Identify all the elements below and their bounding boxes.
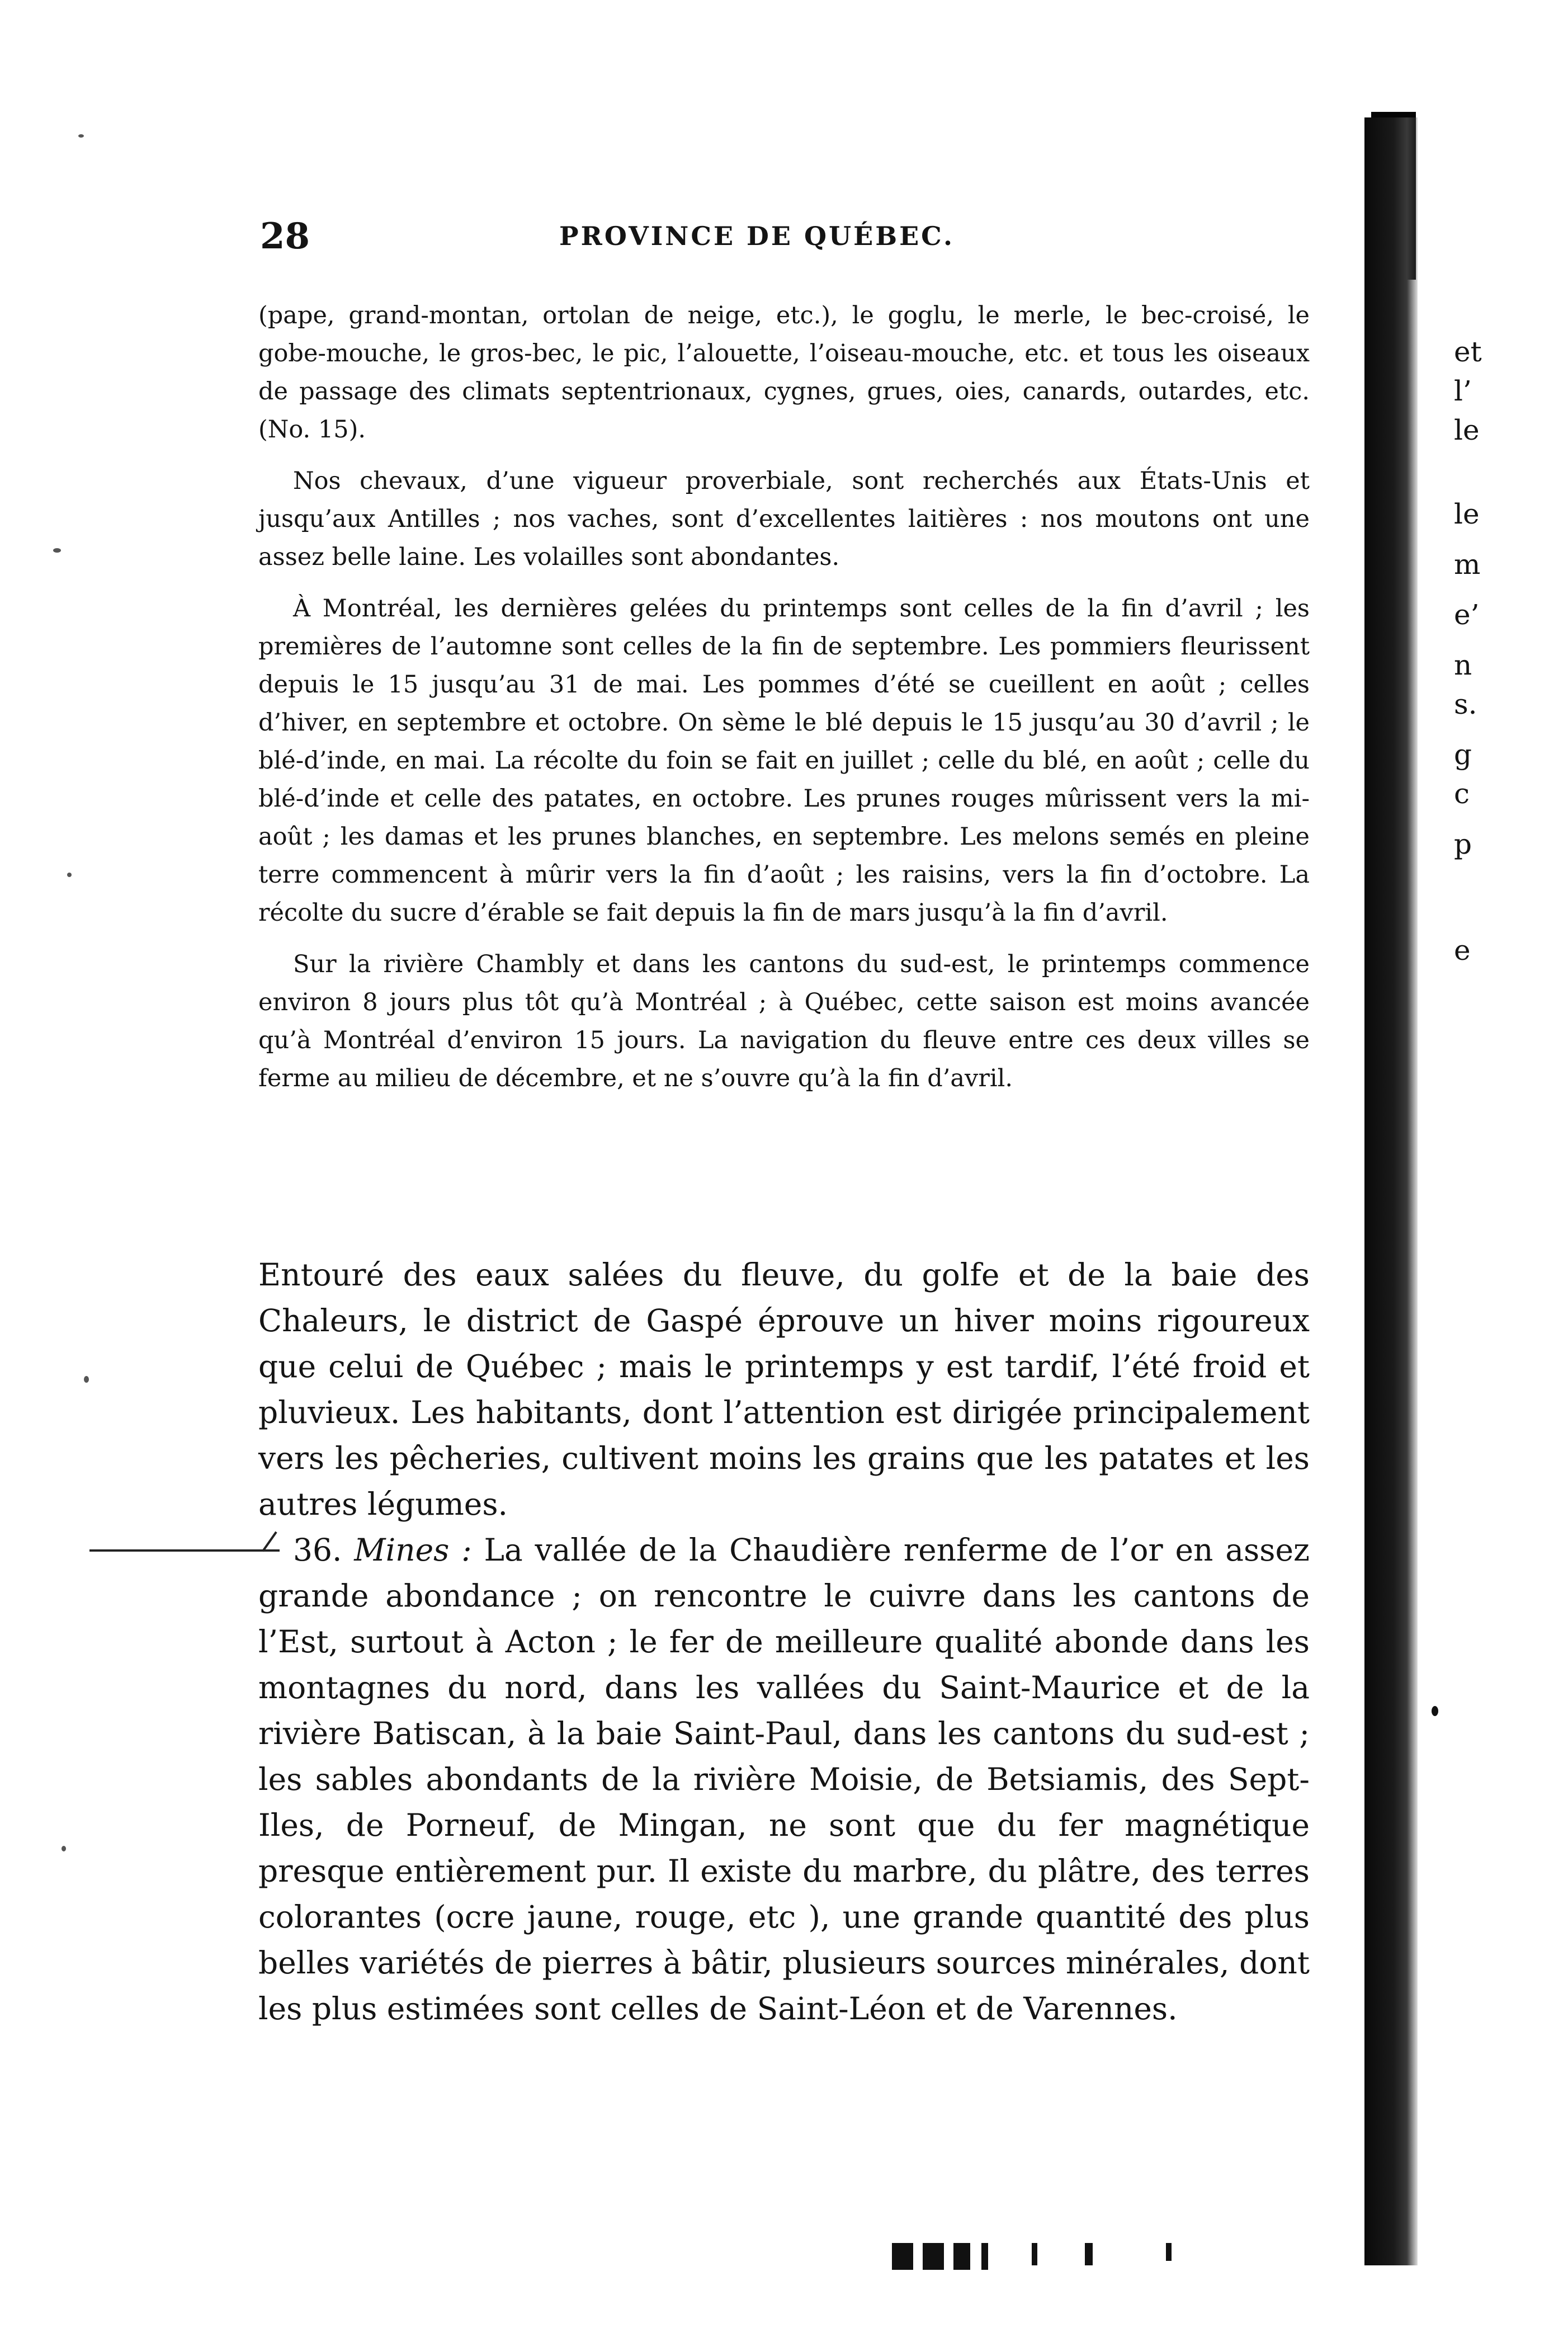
registration-mark — [953, 2243, 970, 2270]
registration-mark — [981, 2243, 988, 2270]
paragraph-montreal-seasons: À Montréal, les dernières gelées du printemps sont celles de la fin d’avril ; les premières de l’automne sont celles de la fin de septembre. Les pommiers fleurissent depuis le 15 jusqu’au 31 de mai. Les pommes d’été se cueillent en août ; celles d’hiver, en septembre et octobre. On sème le blé depuis le 15 jusqu’au 30 d’avril ; le blé-d’inde, en mai. La récolte du foin se fait en juillet ; celle du blé, en août ; celle du blé-d’inde et celle des patates, en octobre. Les prunes rouges mûrissent vers la mi-août ; les damas et les prunes blanches, en septembre. Les melons semés en pleine terre commencent à mûrir vers la fin d’août ; les raisins, vers la fin d’octobre. La récolte du sucre d’érable se fait depuis la fin de mars jusqu’à la fin d’avril. — [258, 595, 1310, 927]
paper-speck — [1432, 1706, 1438, 1716]
mines-text: La vallée de la Chaudière renferme de l’or en assez grande abondance ; on rencontre le cuivre dans les cantons de l’Est, surtout à Acton ; le fer de meilleure qualité abonde dans les montagnes du nord, dans les vallées du Saint-Maurice et de la rivière Batiscan, à la baie Saint-Paul, dans les cantons du sud-est ; les sables abondants de la rivière Moisie, de Betsiamis, des Sept-Iles, de Porneuf, de Mingan, ne sont que du fer magnétique presque entièrement pur. Il existe du marbre, du plâtre, des terres colorantes (ocre jaune, rouge, etc ), une grande quantité des plus belles variétés de pierres à bâtir, plusieurs sources minérales, dont les plus estimées sont celles de Saint-Léon et de Varennes. — [258, 1532, 1310, 2027]
paper-speck — [62, 1846, 66, 1851]
paper-speck — [53, 548, 61, 553]
facing-fragment: le — [1454, 498, 1480, 530]
large-type-section — [258, 1252, 1310, 2032]
section-number: 36. — [293, 1532, 342, 1568]
facing-fragment: e — [1454, 934, 1471, 967]
facing-fragment: e’ — [1454, 599, 1480, 631]
facing-fragment: m — [1454, 548, 1481, 581]
facing-fragment: s. — [1454, 688, 1477, 720]
running-title: PROVINCE DE QUÉBEC. — [559, 221, 955, 251]
facing-fragment: le — [1454, 414, 1480, 446]
printer-registration-marks — [892, 2243, 1205, 2271]
small-type-section — [258, 296, 1310, 1111]
section-heading-mines: Mines : — [354, 1532, 472, 1568]
facing-fragment: p — [1454, 828, 1472, 860]
paper-speck — [78, 134, 84, 138]
facing-fragment: g — [1454, 738, 1472, 771]
registration-mark — [892, 2243, 913, 2270]
registration-mark — [1166, 2243, 1172, 2261]
facing-fragment: n — [1454, 649, 1472, 681]
pencil-pointer-mark — [89, 1549, 280, 1552]
page-number: 28 — [260, 215, 310, 257]
paragraph-livestock: Nos chevaux, d’une vigueur proverbiale, sont recherchés aux États-Unis et jusqu’aux Antilles ; nos vaches, sont d’excellentes laitières : nos moutons ont une assez belle laine. Les volailles sont abondantes. — [258, 467, 1310, 571]
paragraph-gaspe: Entouré des eaux salées du fleuve, du golfe et de la baie des Chaleurs, le district de Gaspé éprouve un hiver moins rigoureux que celui de Québec ; mais le printemps y est tardif, l’été froid et pluvieux. Les habitants, dont l’attention est dirigée principalement vers les pêcheries, cultivent moins les grains que les patates et les autres légumes. — [258, 1257, 1310, 1522]
paragraph-birds: (pape, grand-montan, ortolan de neige, etc.), le goglu, le merle, le bec-croisé, le gobe-mouche, le gros-bec, le pic, l’alouette, l’oiseau-mouche, etc. et tous les oiseaux de passage des climats septentrionaux, cygnes, grues, oies, canards, outardes, etc. (No. 15). — [258, 301, 1310, 444]
paper-speck — [67, 873, 72, 877]
facing-fragment: et — [1454, 336, 1482, 368]
registration-mark — [923, 2243, 944, 2270]
paragraph-chambly-navigation: Sur la rivière Chambly et dans les cantons du sud-est, le printemps commence environ 8 jours plus tôt qu’à Montréal ; à Québec, cette saison est moins avancée qu’à Montréal d’environ 15 jours. La navigation du fleuve entre ces deux villes se ferme au milieu de décembre, et ne s’ouvre qu’à la fin d’avril. — [258, 950, 1310, 1092]
binding-gutter-shadow — [1364, 117, 1418, 2265]
facing-fragment: c — [1454, 777, 1470, 810]
registration-mark — [1085, 2243, 1093, 2265]
paragraph-mines — [258, 1527, 1310, 2032]
paper-speck — [84, 1376, 89, 1383]
registration-mark — [1032, 2243, 1037, 2265]
facing-fragment: l’ — [1454, 375, 1472, 407]
